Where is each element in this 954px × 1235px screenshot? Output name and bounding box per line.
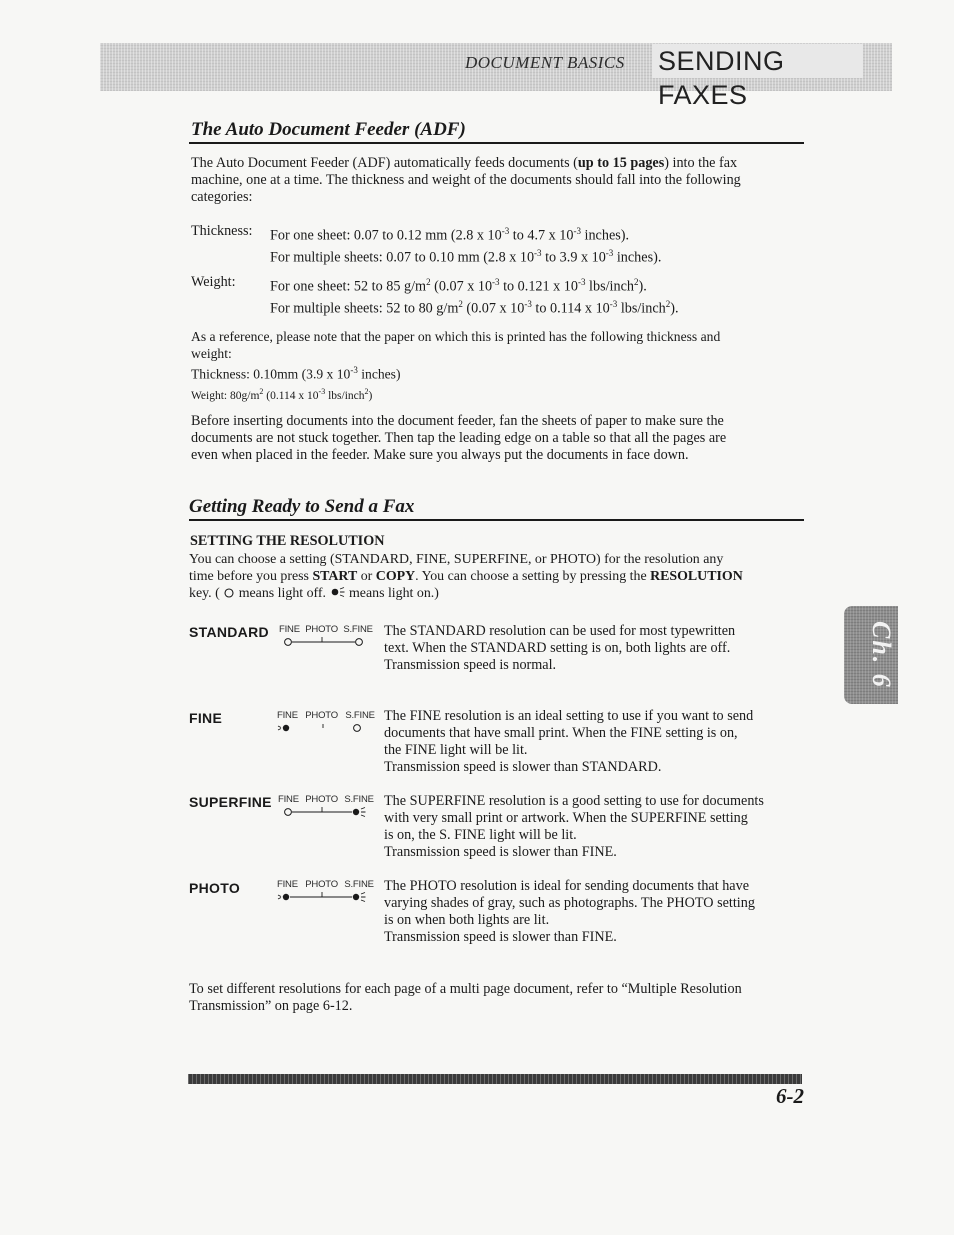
superfine-label: SUPERFINE — [189, 794, 272, 810]
fine-light-off-icon — [285, 809, 292, 816]
fine-indicator: FINE PHOTO S.FINE — [277, 710, 373, 736]
sfine-light-on-icon — [353, 809, 359, 815]
ready-section-title: Getting Ready to Send a Fax — [189, 496, 415, 517]
fine-light-label: FINE — [279, 624, 300, 635]
before-inserting-paragraph: Before inserting documents into the document feeder, fan the sheets of paper to make sure the documents are not stuck together. Then tap the leading edge on a table so that all the pages are even when placed in the feeder. Make sure you always put the documents in face down. — [191, 413, 727, 463]
closing-paragraph: To set different resolutions for each page of a multi page document, refer to “Multiple Resolution Transmission” on page 6-12. — [189, 981, 742, 1013]
sfine-light-off-icon — [354, 725, 361, 732]
superfine-description: The SUPERFINE resolution is a good setting to use for documents with very small print or artwork. When the SUPERFINE setting is on, the S. FINE light will be lit. Transmission speed is slower than FINE. — [384, 793, 764, 860]
sfine-light-on-icon — [353, 894, 359, 900]
adf-title-rule — [189, 142, 804, 144]
standard-indicator — [279, 624, 375, 650]
standard-description: The STANDARD resolution can be used for most typewritten text. When the STANDARD setting is on, both lights are off. Transmission speed is normal. — [384, 623, 736, 673]
weight-label: Weight: — [191, 274, 236, 290]
header-section-name: DOCUMENT BASICS — [465, 53, 625, 72]
fine-light-on-icon — [283, 894, 289, 900]
thickness-label: Thickness: — [191, 223, 253, 239]
superfine-indicator: FINE PHOTO S.FINE — [278, 794, 374, 820]
fine-label: FINE — [189, 710, 223, 726]
sfine-light-off-icon — [356, 639, 363, 646]
chapter-tab-label: Ch. 6 — [867, 621, 896, 689]
resolution-intro: You can choose a setting (STANDARD, FINE, SUPERFINE, or PHOTO) for the resolution any time before you press START or COPY. You can choose a setting by pressing the RESOLUTION key. ( means light off. means light on.) — [189, 552, 743, 601]
weight-values: For one sheet: 52 to 85 $g/m^2$ (0.07 x $10^{-3}$ to 0.121 x $10^{-3}$ lbs/inch$^2$). For multiple sheets: 52 to 80 $g/m^2$ (0.07 x $10^{-3}$ to 0.114 x $10^{-3}$ lbs/inch$^2$). — [270, 277, 679, 317]
ready-title-rule — [189, 519, 804, 521]
reference-note: As a reference, please note that the paper on which this is printed has the following thickness and weight: Thickness: 0.10mm (3.9 x $10^{-3}$ inches) Weight: $80g/m^2$ (0.114 x $10^{-3}$ lbs/inch$^2$) — [191, 329, 721, 402]
footer-band — [188, 1074, 802, 1084]
fine-light-on-icon — [283, 725, 289, 731]
page-number: 6-2 — [776, 1084, 804, 1108]
sfine-light-label: S.FINE — [343, 624, 373, 635]
thickness-values: For one sheet: 0.07 to 0.12 mm (2.8 x $10^{-3}$ to 4.7 x $10^{-3}$ inches). For multiple sheets: 0.07 to 0.10 mm (2.8 x $10^{-3}$ to 3.9 x $10^{-3}$ inches). — [270, 226, 662, 266]
standard-label: STANDARD — [189, 624, 269, 640]
light-off-icon — [223, 588, 235, 598]
fine-description: The FINE resolution is an ideal setting to use if you want to send documents that have small print. When the FINE setting is on, the FINE light will be lit. Transmission speed is slower than STANDARD. — [384, 708, 754, 775]
adf-intro: The Auto Document Feeder (ADF) automatically feeds documents (up to 15 pages) into the fax machine, one at a time. The thickness and weight of the documents should fall into the following categories: — [191, 155, 741, 205]
light-on-icon — [330, 586, 346, 598]
resolution-subhead: SETTING THE RESOLUTION — [190, 533, 385, 549]
header-title: SENDING FAXES — [652, 44, 863, 78]
photo-label: PHOTO — [189, 880, 241, 896]
fine-light-off-icon — [285, 639, 292, 646]
adf-section-title: The Auto Document Feeder (ADF) — [191, 119, 466, 140]
photo-light-label: PHOTO — [305, 624, 338, 635]
photo-indicator: FINE PHOTO S.FINE — [277, 879, 373, 905]
photo-description: The PHOTO resolution is ideal for sending documents that have varying shades of gray, such as photographs. The PHOTO setting is on when both lights are lit. Transmission speed is slower than FINE. — [384, 878, 755, 945]
